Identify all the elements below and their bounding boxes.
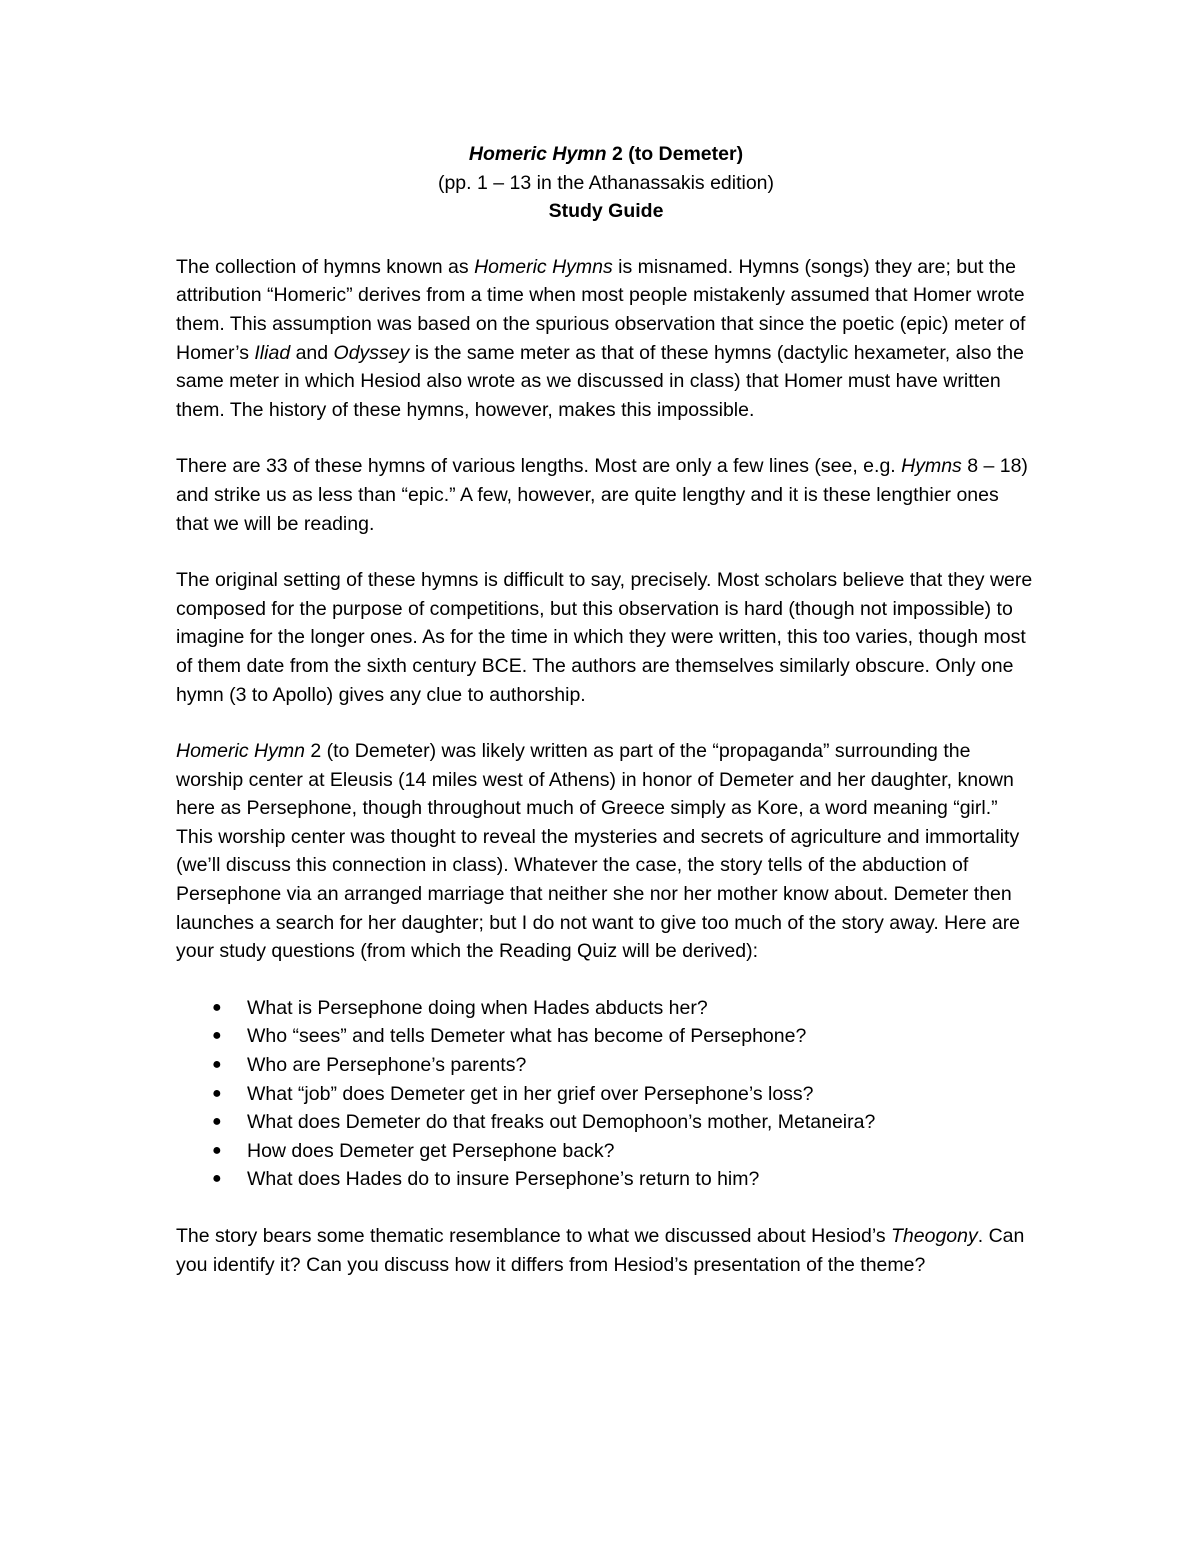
question-text: What does Demeter do that freaks out Demophoon’s mother, Metaneira? <box>247 1111 876 1134</box>
bullet-icon: ● <box>212 1113 222 1131</box>
bullet-icon: ● <box>212 1084 222 1102</box>
document-title <box>176 140 1036 169</box>
question-text: What is Persephone doing when Hades abducts her? <box>247 996 708 1019</box>
p1-italic-homeric-hymns: Homeric Hymns <box>474 255 613 278</box>
question-text: What does Hades do to insure Persephone’s return to him? <box>247 1168 760 1191</box>
question-text: How does Demeter get Persephone back? <box>247 1139 615 1162</box>
paragraph-hymn-count <box>176 452 1036 538</box>
p1-italic-iliad: Iliad <box>254 341 291 364</box>
question-text: Who are Persephone’s parents? <box>247 1054 527 1077</box>
list-item <box>176 1051 1036 1080</box>
title-italic: Homeric Hymn <box>468 143 607 165</box>
paragraph-setting <box>176 566 1036 709</box>
study-questions-list <box>176 994 1036 1194</box>
bullet-icon: ● <box>212 998 222 1016</box>
bullet-icon: ● <box>212 1170 222 1188</box>
list-item <box>176 994 1036 1023</box>
p1-text-4: is the same meter as that of these hymns (dactylic hexameter, also the same meter in which Hesiod also wrote as we discussed in class) that Homer must have written them. The history of these hymns, however, makes this impossible. <box>176 341 1024 421</box>
bullet-icon: ● <box>212 1056 222 1074</box>
paragraph-theme <box>176 1222 1036 1279</box>
question-text: Who “sees” and tells Demeter what has become of Persephone? <box>247 1025 807 1048</box>
document-subtitle: (pp. 1 – 13 in the Athanassakis edition) <box>437 171 775 194</box>
list-item <box>176 1137 1036 1166</box>
list-item <box>176 1022 1036 1051</box>
p1-text-2: is misnamed. Hymns (songs) they are; but the attribution “Homeric” derives from a time when most people mistakenly assumed that Homer wrote them. This assumption was based on the spurious observation that since the poetic (epic) meter of Homer’s <box>176 255 1026 364</box>
study-guide-heading: Study Guide <box>548 200 664 223</box>
document-header <box>176 140 1036 226</box>
question-text: What “job” does Demeter get in her grief over Persephone’s loss? <box>247 1082 814 1105</box>
list-item <box>176 1165 1036 1194</box>
p2-text-1: There are 33 of these hymns of various lengths. Most are only a few lines (see, e.g. <box>176 455 902 478</box>
list-item <box>176 1108 1036 1137</box>
p2-text-2: 8 – 18) and strike us as less than “epic.” A few, however, are quite lengthy and it is these lengthier ones that we will be reading. <box>176 455 1028 535</box>
bullet-icon: ● <box>212 1027 222 1045</box>
paragraph-demeter <box>176 737 1036 966</box>
paragraph-intro <box>176 253 1036 425</box>
p4-italic-homeric-hymn: Homeric Hymn <box>176 740 305 763</box>
p5-text-2: . Can you identify it? Can you discuss how it differs from Hesiod’s presentation of the theme? <box>176 1225 1025 1276</box>
p2-italic-hymns: Hymns <box>901 455 962 478</box>
list-item <box>176 1080 1036 1109</box>
p4-text-1: 2 (to Demeter) was likely written as part of the “propaganda” surrounding the worship center at Eleusis (14 miles west of Athens) in honor of Demeter and her daughter, known here as Persephone, though throughout much of Greece simply as Kore, a word meaning “girl.” This worship center was thought to reveal the mysteries and secrets of agriculture and immortality (we’ll discuss this connection in class). Whatever the case, the story tells of the abduction of Persephone via an arranged marriage that neither she nor her mother know about. Demeter then launches a search for her daughter; but I do not want to give too much of the story away. Here are your study questions (from which the Reading Quiz will be derived): <box>176 740 1021 963</box>
p1-italic-odyssey: Odyssey <box>333 341 410 364</box>
title-rest: 2 (to Demeter) <box>606 143 744 165</box>
bullet-icon: ● <box>212 1141 222 1159</box>
p1-text-1: The collection of hymns known as <box>176 255 475 278</box>
p1-text-3: and <box>290 341 334 364</box>
p3-text-1: The original setting of these hymns is difficult to say, precisely. Most scholars believe that they were composed for the purpose of competitions, but this observation is hard (though not impossible) to imagine for the longer ones. As for the time in which they were written, this too varies, though most of them date from the sixth century BCE. The authors are themselves similarly obscure. Only one hymn (3 to Apollo) gives any clue to authorship. <box>176 569 1033 706</box>
p5-text-1: The story bears some thematic resemblance to what we discussed about Hesiod’s <box>176 1225 891 1247</box>
p5-italic-theogony: Theogony <box>891 1225 978 1247</box>
document-page <box>176 140 1036 1307</box>
